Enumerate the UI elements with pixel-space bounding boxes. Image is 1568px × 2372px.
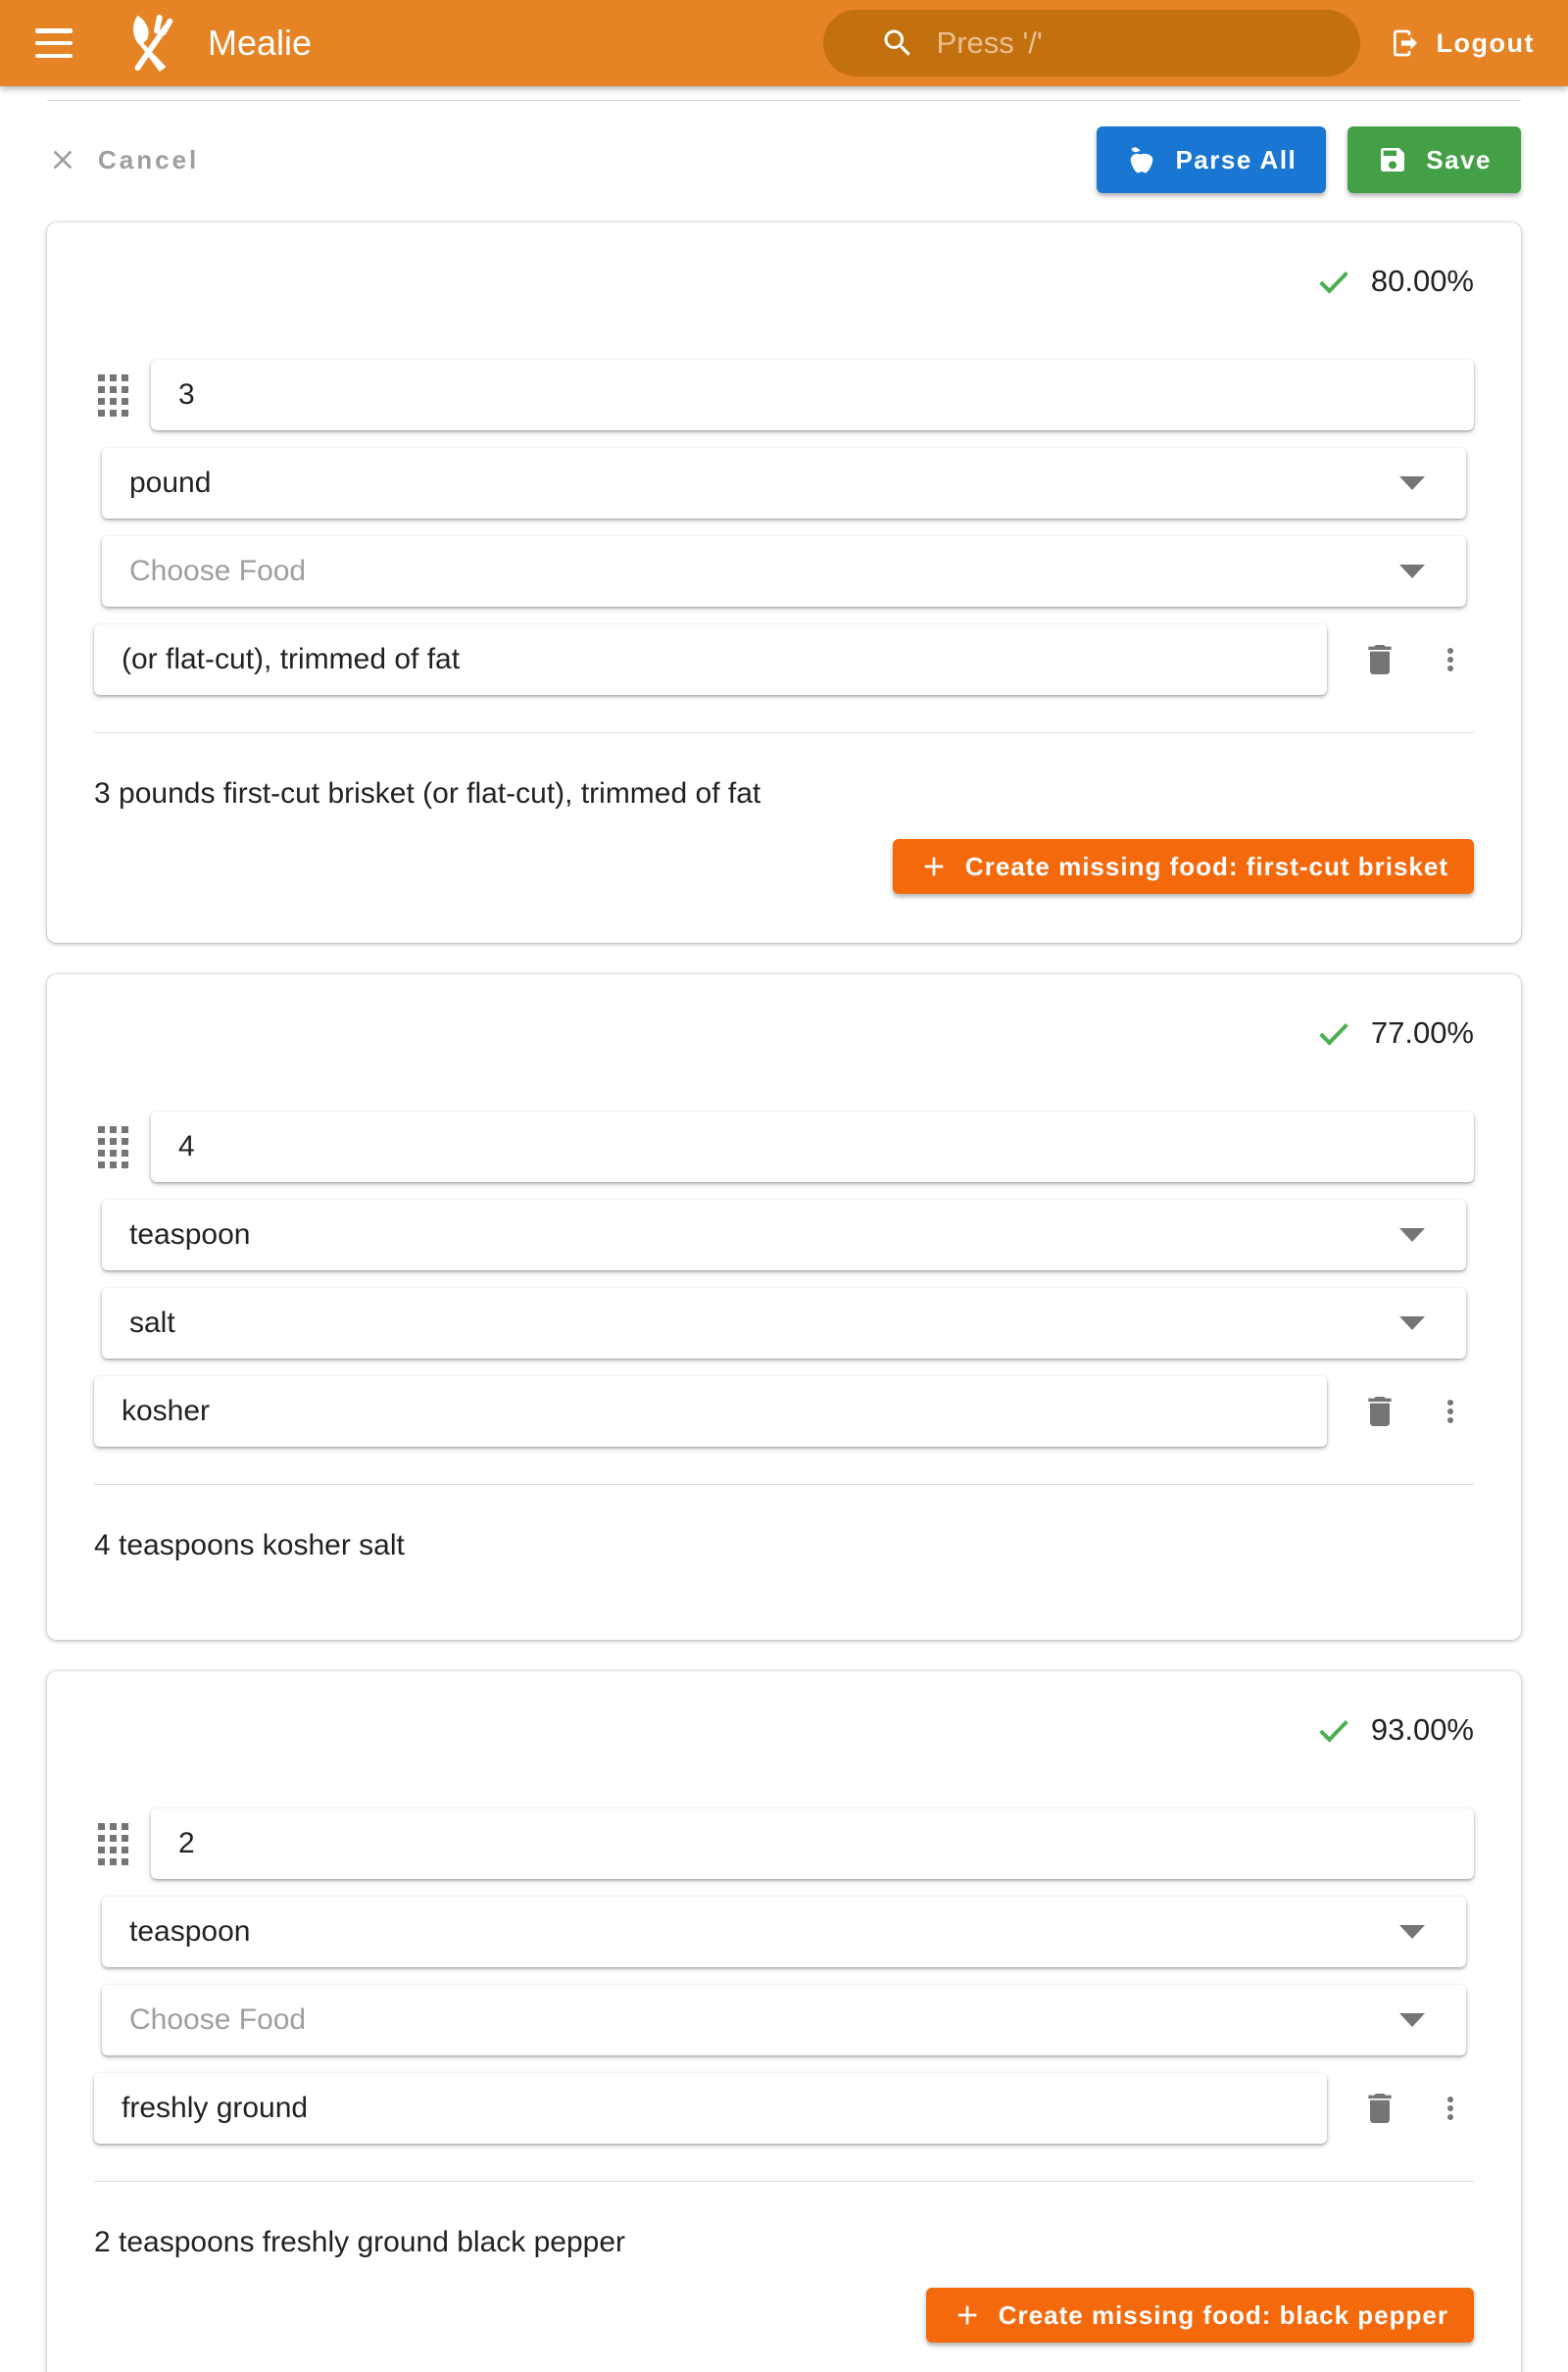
- confidence-value: 77.00%: [1370, 1015, 1474, 1050]
- food-select[interactable]: [102, 1985, 1466, 2055]
- confidence-value: 80.00%: [1370, 264, 1474, 298]
- apple-icon: [1126, 144, 1157, 175]
- close-icon: [47, 144, 78, 175]
- plus-icon: [918, 851, 950, 882]
- ingredient-summary: 2 teaspoons freshly ground black pepper: [94, 2226, 626, 2258]
- note-input[interactable]: [122, 1395, 1299, 1428]
- parse-all-label: Parse All: [1175, 144, 1298, 174]
- app-bar: [0, 0, 1568, 86]
- chevron-down-icon: [1399, 1316, 1425, 1330]
- food-select[interactable]: [102, 1288, 1466, 1359]
- unit-value: teaspoon: [129, 1915, 251, 1948]
- note-field[interactable]: [94, 1376, 1327, 1447]
- trash-icon: [1360, 2089, 1399, 2128]
- food-select[interactable]: [102, 536, 1466, 607]
- chevron-down-icon: [1399, 476, 1425, 490]
- kebab-menu-icon: [1433, 2091, 1468, 2126]
- confidence-row: [94, 1708, 1474, 1752]
- drag-handle-icon[interactable]: [98, 374, 129, 417]
- parse-all-button[interactable]: [1097, 126, 1326, 193]
- more-options-button[interactable]: [1433, 642, 1468, 677]
- logout-icon: [1390, 27, 1421, 59]
- drag-handle-icon[interactable]: [98, 1126, 129, 1168]
- check-icon: [1314, 1013, 1353, 1053]
- quantity-input[interactable]: [178, 1827, 1446, 1860]
- quantity-field[interactable]: [151, 1112, 1474, 1182]
- chevron-down-icon: [1399, 1228, 1425, 1242]
- header-divider: [47, 100, 1521, 101]
- delete-button[interactable]: [1360, 640, 1399, 679]
- logout-button[interactable]: [1382, 27, 1543, 59]
- create-missing-food-button[interactable]: [926, 2288, 1474, 2343]
- chevron-down-icon: [1399, 2013, 1425, 2027]
- food-value: salt: [129, 1307, 175, 1339]
- create-missing-food-label: Create missing food: first-cut brisket: [964, 851, 1448, 881]
- delete-button[interactable]: [1360, 2089, 1399, 2128]
- kebab-menu-icon: [1433, 1394, 1468, 1429]
- quantity-field[interactable]: [151, 1808, 1474, 1879]
- chevron-down-icon: [1399, 565, 1425, 578]
- cancel-button[interactable]: [47, 144, 199, 175]
- note-input[interactable]: [122, 2092, 1299, 2125]
- unit-value: pound: [129, 467, 212, 499]
- unit-value: teaspoon: [129, 1218, 251, 1251]
- quantity-input[interactable]: [178, 1130, 1446, 1163]
- mealie-logo[interactable]: [122, 13, 182, 74]
- confidence-value: 93.00%: [1370, 1712, 1474, 1747]
- search-icon: [880, 25, 915, 61]
- check-icon: [1314, 1710, 1353, 1750]
- kebab-menu-icon: [1433, 642, 1468, 677]
- food-placeholder: Choose Food: [129, 555, 307, 587]
- chevron-down-icon: [1399, 1925, 1425, 1939]
- cancel-label: Cancel: [98, 144, 200, 174]
- card-divider: [94, 2181, 1474, 2182]
- unit-select[interactable]: [102, 1897, 1466, 1967]
- note-input[interactable]: [122, 643, 1299, 676]
- check-icon: [1314, 262, 1353, 301]
- ingredient-summary: 4 teaspoons kosher salt: [94, 1529, 405, 1561]
- plus-icon: [952, 2299, 983, 2331]
- ingredient-summary: 3 pounds first-cut brisket (or flat-cut), trimmed of fat: [94, 777, 761, 810]
- ingredient-card: [47, 974, 1521, 1640]
- confidence-row: [94, 260, 1474, 303]
- unit-select[interactable]: [102, 1200, 1466, 1270]
- delete-button[interactable]: [1360, 1392, 1399, 1431]
- more-options-button[interactable]: [1433, 1394, 1468, 1429]
- create-missing-food-button[interactable]: [893, 839, 1474, 894]
- confidence-row: [94, 1012, 1474, 1055]
- card-divider: [94, 732, 1474, 733]
- ingredient-card: [47, 222, 1521, 943]
- drag-handle-icon[interactable]: [98, 1823, 129, 1865]
- save-label: Save: [1426, 144, 1492, 174]
- more-options-button[interactable]: [1433, 2091, 1468, 2126]
- parser-toolbar: [47, 126, 1521, 193]
- create-missing-food-label: Create missing food: black pepper: [998, 2299, 1448, 2330]
- note-field[interactable]: [94, 2073, 1327, 2144]
- app-title: Mealie: [208, 23, 313, 63]
- unit-select[interactable]: [102, 448, 1466, 519]
- quantity-input[interactable]: [178, 378, 1446, 412]
- card-divider: [94, 1484, 1474, 1485]
- ingredient-card: [47, 1671, 1521, 2372]
- food-placeholder: Choose Food: [129, 2003, 307, 2036]
- trash-icon: [1360, 1392, 1399, 1431]
- save-icon: [1377, 144, 1408, 175]
- note-field[interactable]: [94, 624, 1327, 695]
- quantity-field[interactable]: [151, 360, 1474, 430]
- search-bar[interactable]: [823, 10, 1360, 76]
- menu-icon[interactable]: [35, 28, 73, 58]
- fork-knife-icon: [122, 13, 182, 74]
- save-button[interactable]: [1348, 126, 1521, 193]
- trash-icon: [1360, 640, 1399, 679]
- logout-label: Logout: [1436, 27, 1535, 58]
- search-input[interactable]: [937, 25, 1333, 61]
